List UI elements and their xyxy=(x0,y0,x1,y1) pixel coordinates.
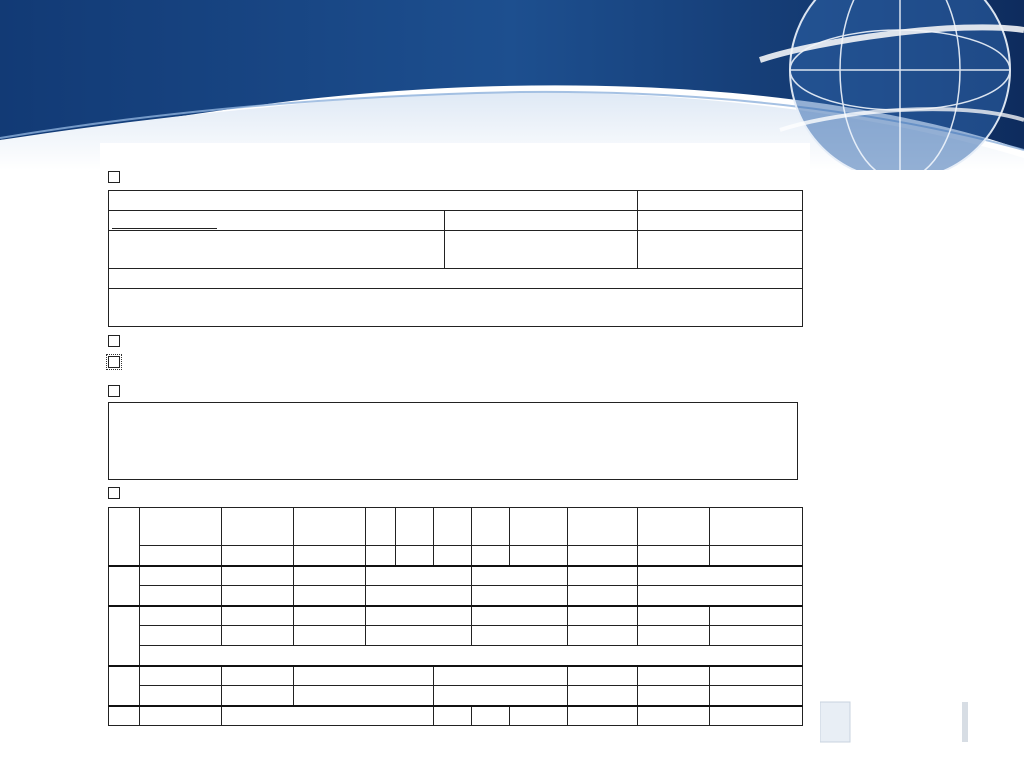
table-cell xyxy=(140,686,222,706)
table-cell xyxy=(222,626,294,646)
table-cell xyxy=(140,586,222,606)
header-cell xyxy=(366,566,472,586)
category-cell xyxy=(109,606,140,666)
header-cell xyxy=(510,706,568,726)
table-cell xyxy=(710,546,803,566)
header-cell xyxy=(222,606,294,626)
header-cell xyxy=(140,566,222,586)
go-transport-cell xyxy=(109,231,445,269)
header-cell xyxy=(638,508,710,546)
header-cell xyxy=(510,508,568,546)
table-cell xyxy=(222,686,294,706)
table-cell xyxy=(366,586,472,606)
header-cell xyxy=(568,508,638,546)
table-row xyxy=(109,646,803,666)
team-name-cell xyxy=(109,191,638,211)
table-cell xyxy=(710,626,803,646)
header-cell xyxy=(222,666,294,686)
table-cell xyxy=(140,626,222,646)
people-cell xyxy=(109,211,445,231)
table-cell xyxy=(638,626,710,646)
escort-cell xyxy=(638,211,803,231)
table-cell xyxy=(568,686,638,706)
table-cell xyxy=(638,586,803,606)
header-cell xyxy=(710,666,803,686)
table-cell xyxy=(140,546,222,566)
header-cell xyxy=(396,508,434,546)
guide-header-row xyxy=(109,566,803,586)
header-cell xyxy=(472,706,510,726)
header-cell xyxy=(638,566,803,586)
restaurant-header-row xyxy=(109,666,803,686)
header-cell xyxy=(568,706,638,726)
task-sheet-document xyxy=(100,143,810,740)
table-cell xyxy=(396,546,434,566)
header-cell xyxy=(366,508,396,546)
category-cell xyxy=(109,666,140,706)
table-cell xyxy=(472,626,568,646)
header-cell xyxy=(294,508,366,546)
itinerary-checkbox[interactable] xyxy=(108,335,120,347)
header-cell xyxy=(140,508,222,546)
plan-checkbox[interactable] xyxy=(108,487,120,499)
send-info-cell xyxy=(109,269,803,289)
service-checkbox[interactable] xyxy=(108,356,120,368)
section-plan xyxy=(108,487,124,499)
tips-box xyxy=(108,402,798,480)
hotel-header-row xyxy=(109,606,803,626)
header-cell xyxy=(294,566,366,586)
table-row xyxy=(109,586,803,606)
people-field[interactable] xyxy=(112,228,217,229)
plan-table xyxy=(108,507,803,726)
table-cell xyxy=(434,546,472,566)
team-info-table xyxy=(108,190,803,327)
table-cell xyxy=(434,686,568,706)
header-cell xyxy=(294,666,434,686)
table-cell xyxy=(568,546,638,566)
header-cell xyxy=(222,706,434,726)
table-cell xyxy=(638,546,710,566)
header-cell xyxy=(222,508,294,546)
table-cell xyxy=(294,546,366,566)
header-cell xyxy=(568,566,638,586)
table-row xyxy=(109,546,803,566)
table-cell xyxy=(222,546,294,566)
table-cell xyxy=(222,586,294,606)
section-itinerary xyxy=(108,335,124,347)
section-team-info xyxy=(108,171,124,183)
header-cell xyxy=(472,606,568,626)
header-cell xyxy=(294,606,366,626)
header-cell xyxy=(638,706,710,726)
agency-header-row xyxy=(109,508,803,546)
header-cell xyxy=(710,706,803,726)
table-cell xyxy=(366,626,472,646)
header-cell xyxy=(222,566,294,586)
table-cell xyxy=(472,546,510,566)
tips-checkbox[interactable] xyxy=(108,385,120,397)
table-cell xyxy=(294,686,434,706)
gather-cell xyxy=(109,289,803,327)
table-cell xyxy=(294,626,366,646)
header-cell xyxy=(140,606,222,626)
group-plan-cell xyxy=(445,211,638,231)
header-cell xyxy=(472,508,510,546)
header-cell xyxy=(568,666,638,686)
header-cell xyxy=(434,666,568,686)
sights-header-row xyxy=(109,706,803,726)
return-transport-cell xyxy=(445,231,638,269)
header-cell xyxy=(638,606,710,626)
header-cell xyxy=(140,666,222,686)
header-cell xyxy=(710,606,803,626)
category-cell xyxy=(109,706,140,726)
header-cell xyxy=(472,566,568,586)
table-cell xyxy=(294,586,366,606)
header-cell xyxy=(568,606,638,626)
table-cell xyxy=(568,626,638,646)
header-cell xyxy=(638,666,710,686)
days-cell xyxy=(638,191,803,211)
section-service xyxy=(108,356,124,368)
header-cell xyxy=(710,508,803,546)
table-row xyxy=(109,686,803,706)
table-cell xyxy=(568,586,638,606)
table-cell xyxy=(472,586,568,606)
table-cell xyxy=(710,686,803,706)
header-cell xyxy=(434,508,472,546)
enow-logo xyxy=(820,684,970,744)
category-cell xyxy=(109,508,140,566)
table-row xyxy=(109,626,803,646)
section-tips xyxy=(108,385,124,397)
header-cell xyxy=(366,606,472,626)
team-info-checkbox[interactable] xyxy=(108,171,120,183)
hotel-note-cell xyxy=(140,646,803,666)
table-cell xyxy=(366,546,396,566)
category-cell xyxy=(109,566,140,606)
escort-phone-cell xyxy=(638,231,803,269)
header-cell xyxy=(434,706,472,726)
table-cell xyxy=(638,686,710,706)
table-cell xyxy=(510,546,568,566)
header-cell xyxy=(140,706,222,726)
